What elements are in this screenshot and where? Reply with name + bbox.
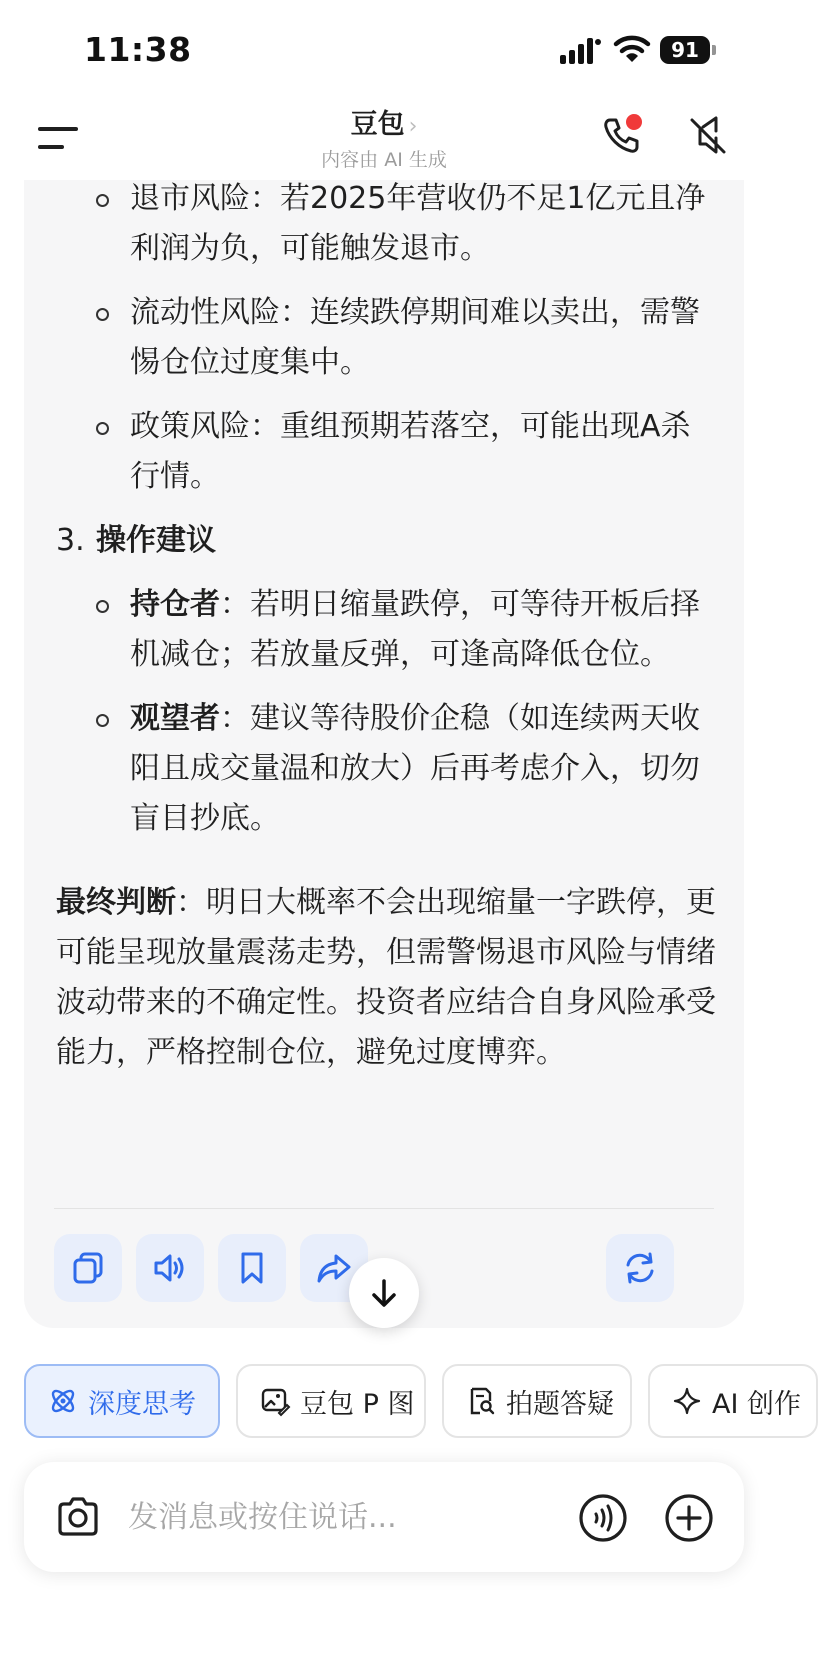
chevron-right-icon: › <box>408 114 418 139</box>
chip-photo-question[interactable] <box>442 1364 632 1438</box>
camera-icon[interactable] <box>54 1494 102 1540</box>
chip-label: 拍题答疑 <box>506 1388 614 1420</box>
scroll-to-bottom-button[interactable] <box>349 1258 419 1328</box>
notification-dot <box>626 114 642 130</box>
doc-search-icon <box>466 1386 496 1416</box>
wifi-icon <box>614 34 650 64</box>
risk-item-delisting: 退市风险：若2025年营收仍不足1亿元且净利润为负，可能触发退市。 <box>56 174 716 274</box>
image-edit-icon <box>260 1386 290 1416</box>
bookmark-icon <box>234 1250 270 1286</box>
refresh-icon <box>622 1250 658 1286</box>
advice-label: 持仓者 <box>130 587 220 622</box>
section-number: 3. <box>56 523 85 558</box>
atom-icon <box>48 1386 78 1416</box>
message-input-bar <box>24 1462 744 1572</box>
message-input[interactable] <box>128 1492 548 1542</box>
chat-title-area[interactable] <box>0 102 768 172</box>
final-text: ：明日大概率不会出现缩量一字跌停，更可能呈现放量震荡走势，但需警惕退市风险与情绪波动带来的不确定性。投资者应结合自身风险承受能力，严格控制仓位，避免过度博弈。 <box>56 885 716 1070</box>
regenerate-button[interactable] <box>606 1234 674 1302</box>
arrow-down-icon <box>368 1277 400 1309</box>
ai-message-card <box>24 150 744 1328</box>
battery-indicator <box>660 36 716 64</box>
chip-ai-create[interactable] <box>648 1364 818 1438</box>
share-icon <box>316 1250 352 1286</box>
plus-icon[interactable] <box>664 1493 714 1543</box>
sparkle-icon <box>672 1386 702 1416</box>
cellular-signal-icon <box>560 36 602 64</box>
advice-text: ：若明日缩量跌停，可等待开板后择机减仓；若放量反弹，可逢高降低仓位。 <box>130 587 700 672</box>
chip-label: 深度思考 <box>88 1388 196 1420</box>
final-label: 最终判断 <box>56 885 176 920</box>
feature-chip-row <box>24 1364 802 1438</box>
voice-input-icon[interactable] <box>578 1493 628 1543</box>
section-title: 操作建议 <box>96 523 216 558</box>
risk-item-liquidity: 流动性风险：连续跌停期间难以卖出，需警惕仓位过度集中。 <box>56 288 716 388</box>
advice-item-holders <box>56 580 716 680</box>
chip-deep-thinking[interactable] <box>24 1364 220 1438</box>
chat-title[interactable]: 豆包 <box>350 109 405 140</box>
status-time: 11:38 <box>84 30 192 69</box>
message-content <box>56 174 716 1078</box>
chip-image-edit[interactable] <box>236 1364 426 1438</box>
status-bar <box>0 0 768 100</box>
battery-level: 91 <box>660 36 710 64</box>
battery-cap <box>712 45 716 55</box>
risk-item-policy: 政策风险：重组预期若落空，可能出现A杀行情。 <box>56 402 716 502</box>
advice-item-watchers <box>56 694 716 844</box>
advice-label: 观望者 <box>130 701 220 736</box>
chat-header <box>0 100 768 180</box>
chip-label: AI 创作 <box>712 1388 802 1420</box>
bookmark-button[interactable] <box>218 1234 286 1302</box>
chip-label: 豆包 P 图 <box>300 1388 415 1420</box>
final-judgment <box>56 878 716 1078</box>
speaker-mute-icon[interactable] <box>686 114 730 158</box>
advice-text: ：建议等待股价企稳（如连续两天收阳且成交量温和放大）后再考虑介入，切勿盲目抄底。 <box>130 701 700 836</box>
read-aloud-button[interactable] <box>136 1234 204 1302</box>
section-heading <box>56 516 716 566</box>
ai-generated-note: 内容由 AI 生成 <box>321 149 447 171</box>
speaker-icon <box>152 1250 188 1286</box>
copy-icon <box>70 1250 106 1286</box>
copy-button[interactable] <box>54 1234 122 1302</box>
divider <box>54 1208 714 1209</box>
